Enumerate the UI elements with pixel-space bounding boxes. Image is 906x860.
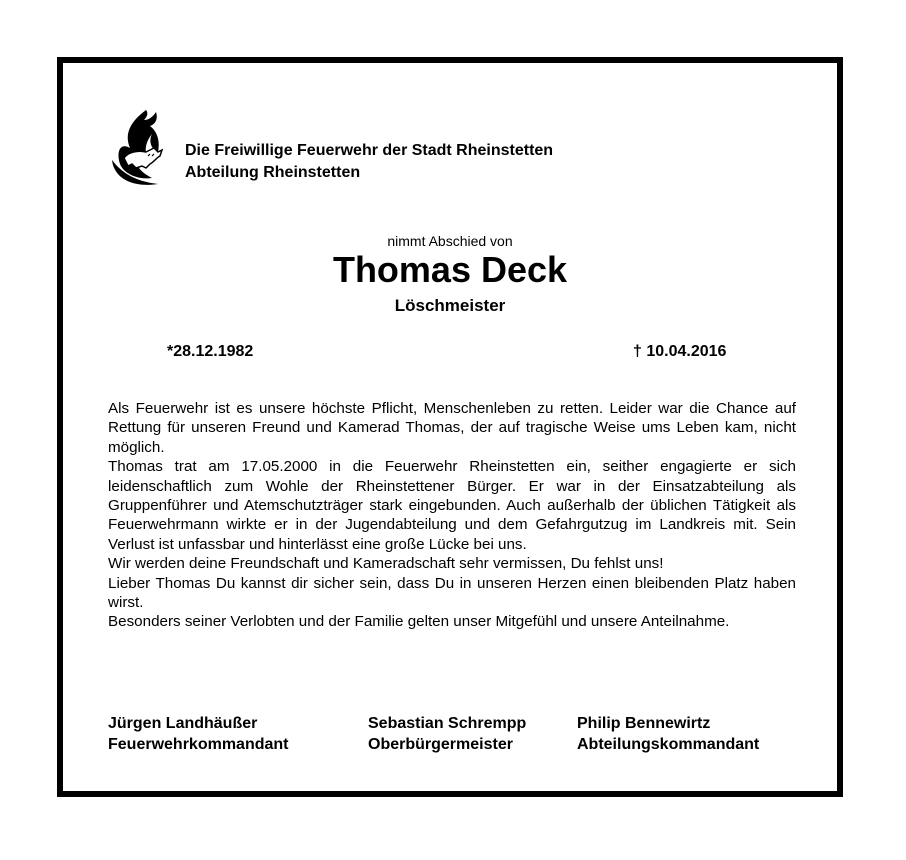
paragraph: Besonders seiner Verlobten und der Familie gelten unser Mitgefühl und unsere Anteilnahme. xyxy=(108,613,730,631)
paragraph: Wir werden deine Freundschaft und Kameradschaft sehr vermissen, Du fehlst uns! xyxy=(108,555,664,573)
signatory-3 xyxy=(577,713,759,755)
obituary-body xyxy=(108,399,796,632)
organization-line-2: Abteilung Rheinstetten xyxy=(185,164,361,181)
deceased-rank: Löschmeister xyxy=(394,296,506,315)
intro-text: nimmt Abschied von xyxy=(387,233,513,249)
signatory-title: Abteilungskommandant xyxy=(577,736,760,753)
death-date: † 10.04.2016 xyxy=(633,343,727,360)
fire-flame-lion-logo-icon xyxy=(110,108,174,188)
obituary-frame xyxy=(57,57,843,797)
birth-date: *28.12.1982 xyxy=(167,343,254,360)
signatory-name: Philip Bennewirtz xyxy=(577,715,711,732)
organization-name xyxy=(185,140,553,184)
organization-line-1: Die Freiwillige Feuerwehr der Stadt Rheinstetten xyxy=(185,142,554,159)
signatory-title: Oberbürgermeister xyxy=(368,736,513,753)
paragraph: Als Feuerwehr ist es unsere höchste Pflicht, Menschenleben zu retten. Leider war die Chance auf Rettung für unseren Freund und Kamerad Thomas, der auf tragische Weise ums Leben kam, nicht möglich. xyxy=(108,400,796,456)
paragraph: Lieber Thomas Du kannst dir sicher sein, dass Du in unseren Herzen einen bleibenden Platz haben wirst. xyxy=(108,574,796,612)
signatory-title: Feuerwehrkommandant xyxy=(108,736,289,753)
deceased-name: Thomas Deck xyxy=(332,249,568,290)
signatory-name: Jürgen Landhäußer xyxy=(108,715,258,732)
signatory-1 xyxy=(108,713,288,755)
paragraph: Thomas trat am 17.05.2000 in die Feuerwehr Rheinstetten ein, seither engagierte er sich leidenschaftlich zum Wohle der Rheinstettener Bürger. Er war in der Einsatzabteilung als Gruppenführer und Atemschutzträger stark eingebunden. Auch außerhalb der üblichen Tätigkeit als Feuerwehrmann wirkte er in der Jugendabteilung und dem Gefahrgutzug im Landkreis mit. Sein Verlust ist unfassbar und hinterlässt eine große Lücke bei uns. xyxy=(108,458,796,553)
signatory-2 xyxy=(368,713,526,755)
signatory-name: Sebastian Schrempp xyxy=(368,715,527,732)
